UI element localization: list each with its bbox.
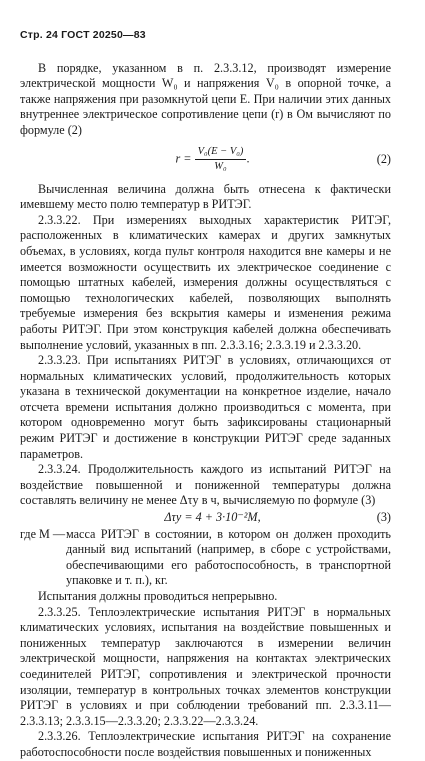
page-header: Стр. 24 ГОСТ 20250—83 (20, 29, 146, 41)
formula-2-tail: . (246, 151, 250, 166)
formula-2-lhs: r = (175, 151, 192, 166)
where-clause (20, 527, 391, 589)
formula-2 (20, 140, 391, 180)
formula-2-number: (2) (376, 151, 391, 166)
paragraph-computed-value: Вычисленная величина должна быть отнесена к фактически имевшему место полю температур в РИТЭГ. (20, 181, 391, 212)
paragraph-2-3-3-23: 2.3.3.23. При испытаниях РИТЭГ в условиях, отличающихся от нормальных климатических условий, продолжительность которых указана в технической документации на конкретное изделие, начало отсчета времени испытания должно производиться с момента, при котором одновременно могут быть зафиксированы стационарный режим РИТЭГ и достижение в конструкции РИТЭГ среде заданных параметров. (20, 353, 391, 461)
formula-3 (20, 510, 391, 526)
paragraph-measurement: В порядке, указанном в п. 2.3.3.12, производят измерение электрической мощности W₀ и напряжения V₀ в опорной точке, а также напряжения при разомкнутой цепи E. При наличии этих данных внутреннее электрическое сопротивление цепи (r) в Ом вычисляют по формуле (2) (20, 60, 391, 137)
paragraph-2-3-3-24: 2.3.3.24. Продолжительность каждого из испытаний РИТЭГ на воздействие повышенной и пониженной температуры должна составлять величину не менее Δτу в ч, вычисляемую по формуле (3) (20, 462, 391, 508)
formula-3-expression (20, 510, 365, 526)
where-label: где M — (20, 526, 66, 541)
formula-3-number: (3) (376, 510, 391, 525)
formula-2-denominator: W₀ (214, 161, 227, 173)
paragraph-2-3-3-25: 2.3.3.25. Теплоэлектрические испытания РИТЭГ в нормальных климатических условиях, испытания на воздействие повышенных и пониженных температур заключаются в измерении величин электрической мощности, напряжения на контактах электрических соединителей РИТЭГ, сопротивления и электрической прочности изоляции, температур в контрольных точках элементов конструкции РИТЭГ в условиях и при соблюдении требований пп. 2.3.3.11—2.3.3.13; 2.3.3.15—2.3.3.20; 2.3.3.22—2.3.3.24. (20, 604, 391, 728)
paragraph-2-3-3-26: 2.3.3.26. Теплоэлектрические испытания РИТЭГ на сохранение работоспособности после воздействия повышенных и пониженных (20, 729, 391, 759)
formula-2-numerator: V₀(E − V₀) (195, 146, 247, 160)
paragraph-continuous: Испытания должны проводиться непрерывно. (38, 589, 278, 603)
formula-3-text: Δτу = 4 + 3·10⁻²M, (164, 510, 261, 525)
formula-2-fraction (195, 146, 250, 173)
paragraph-2-3-3-22: 2.3.3.22. При измерениях выходных характеристик РИТЭГ, расположенных в климатических камерах и других замкнутых объемах, в условиях, когда пульт контроля находится вне камеры и не имеется возможности осуществить их электрическое соединение с помощью штатных кабелей, измерения должны осуществляться с помощью технологических кабелей, позволяющих выполнять требуемые измерения без вскрытия камеры и изменения режима работы РИТЭГ. При этом конструкция кабелей должна обеспечивать выполнение условий, указанных в пп. 2.3.3.16; 2.3.3.19 и 2.3.3.20. (20, 212, 391, 352)
where-text: масса РИТЭГ в состоянии, в котором он должен проходить данный вид испытаний (например, в сборе с устройствами, обеспечивающими его работоспособность, в транспортной упаковке и т. п.), кг. (66, 526, 391, 588)
formula-2-expression (20, 146, 365, 173)
